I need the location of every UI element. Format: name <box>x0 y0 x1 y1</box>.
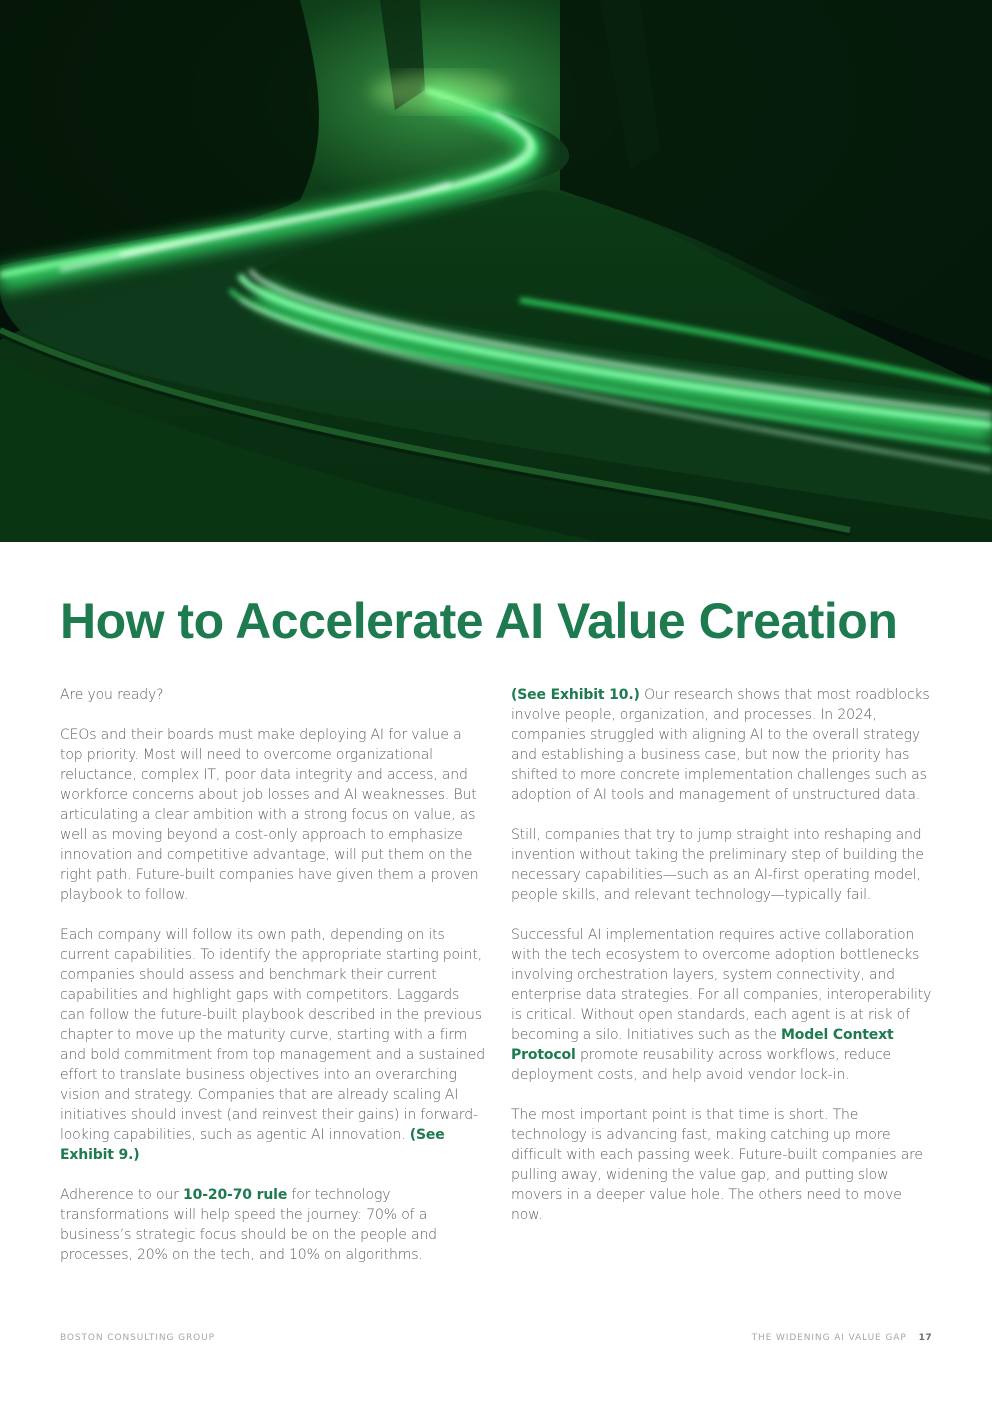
left-column <box>60 685 485 1285</box>
paragraph: CEOs and their boards must make deploying AI for value a top priority. Most will need to overcome organizational reluctance, complex IT, poor data integrity and access, and workforce concerns about job losses and AI weaknesses. But articulating a clear ambition with a strong focus on value, as well as moving beyond a cost-only approach to emphasize innovation and competitive advantage, will put them on the right path. Future-built companies have given them a proven playbook to follow. <box>60 727 479 903</box>
paragraph-text: Successful AI implementation requires active collaboration with the tech ecosystem to overcome adoption bottlenecks involving orchestration layers, system connectivity, and enterprise data strategies. For all companies, interoperability is critical. Without open standards, each agent is at risk of becoming a silo. Initiatives such as the <box>511 927 932 1043</box>
exhibit-9-link[interactable]: (See Exhibit 9.) <box>60 1127 445 1163</box>
right-column <box>511 685 936 1245</box>
model-context-protocol-link[interactable]: Model Context Protocol <box>511 1027 894 1063</box>
footer-publisher: BOSTON CONSULTING GROUP <box>60 1333 215 1343</box>
paragraph-text: Adherence to our <box>60 1187 179 1203</box>
footer-right <box>752 1333 932 1343</box>
paragraph <box>60 1185 485 1265</box>
light-trail-road-illustration <box>0 0 992 542</box>
paragraph-text: for technology transformations will help speed the journey: 70% of a business’s strategic focus should be on the people and processes, 20% on the tech, and 10% on algorithms. <box>60 1187 437 1263</box>
paragraph <box>511 685 936 805</box>
paragraph: Still, companies that try to jump straight into reshaping and invention without taking the preliminary step of building the necessary capabilities—such as an AI-first operating model, people skills, and relevant technology—typically fail. <box>511 827 924 903</box>
exhibit-10-link[interactable]: (See Exhibit 10.) <box>511 687 640 703</box>
paragraph: The most important point is that time is short. The technology is advancing fast, making catching up more difficult with each passing week. Future-built companies are pulling away, widening the value gap, and putting slow movers in a deeper value hole. The others need to move now. <box>511 1107 923 1223</box>
page-number: 17 <box>918 1333 932 1343</box>
hero-image <box>0 0 992 542</box>
footer-report-title: THE WIDENING AI VALUE GAP <box>751 1333 907 1343</box>
paragraph-text: promote reusability across workflows, reduce deployment costs, and help avoid vendor lock-in. <box>511 1047 891 1083</box>
paragraph <box>511 925 936 1085</box>
rule-10-20-70-link[interactable]: 10-20-70 rule <box>183 1187 288 1203</box>
paragraph <box>60 925 485 1165</box>
page-title: How to Accelerate AI Value Creation <box>60 593 898 649</box>
paragraph: Are you ready? <box>60 687 164 703</box>
paragraph-text: Our research shows that most roadblocks involve people, organization, and processes. In 2024, companies struggled with aligning AI to the overall strategy and establishing a business case, but now the priority has shifted to more concrete implementation challenges such as adoption of AI tools and management of unstructured data. <box>511 687 930 803</box>
paragraph-text: Each company will follow its own path, depending on its current capabilities. To identify the appropriate starting point, companies should assess and benchmark their current capabilities and highlight gaps with competitors. Laggards can follow the future-built playbook described in the previous chapter to move up the maturity curve, starting with a firm and bold commitment from top management and a sustained effort to translate business objectives into an overarching vision and strategy. Companies that are already scaling AI initiatives should invest (and reinvest their gains) in forward-looking capabilities, such as agentic AI innovation. <box>60 927 485 1143</box>
